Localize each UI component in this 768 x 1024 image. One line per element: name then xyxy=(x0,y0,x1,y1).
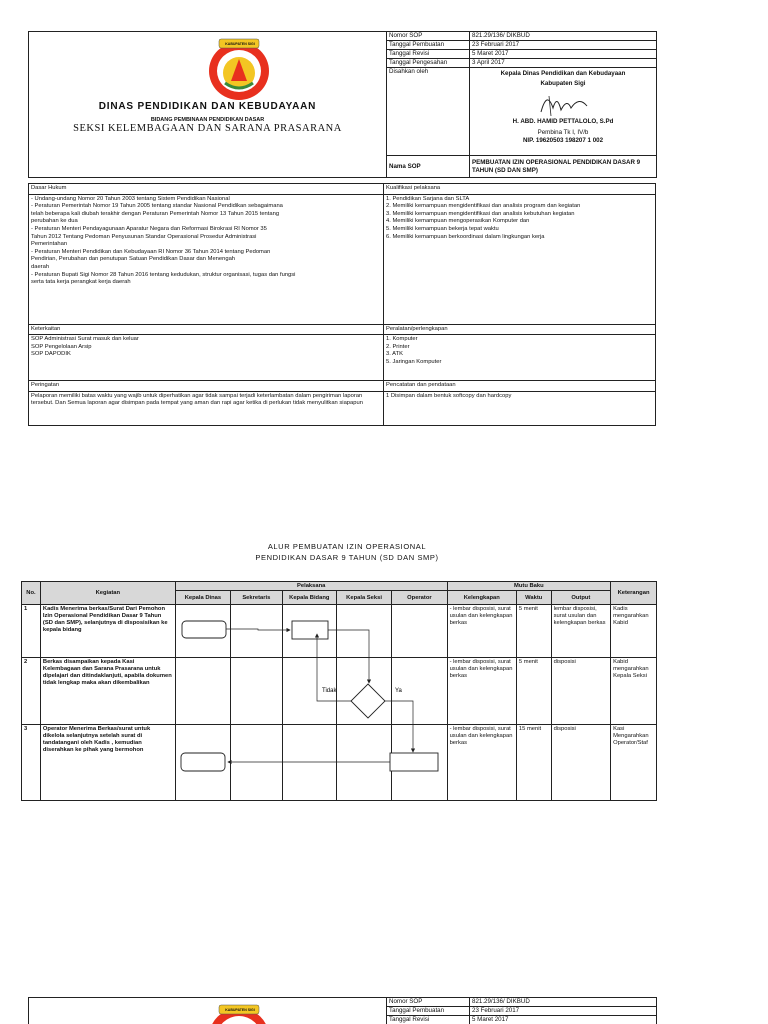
approver-title: Kepala Dinas Pendidikan dan Kebudayaan xyxy=(500,70,626,77)
col-no: No. xyxy=(22,582,41,605)
meta-label: Nomor SOP xyxy=(387,32,470,41)
division-title: BIDANG PEMBINAAN PENDIDIKAN DASAR xyxy=(150,117,265,123)
approver-rank: Pembina Tk I, IV/b xyxy=(537,129,589,136)
row-waktu: 5 menit xyxy=(516,658,551,725)
sop-name: PEMBUATAN IZIN OPERASIONAL PENDIDIKAN DASAR 9 TAHUN (SD DAN SMP) xyxy=(470,156,657,178)
row-output: disposisi xyxy=(551,725,610,801)
approver-name: H. ABD. HAMID PETTALOLO, S.Pd xyxy=(512,118,614,125)
row-kegiatan: Operator Menerima Berkas/surat untuk dikelola selanjutnya setelah surat di tandatangani oleh Kadis , kemudian diserahkan ke pihak yang bermohon xyxy=(40,725,175,801)
start-terminator xyxy=(182,621,226,638)
peralatan-label: Peralatan/perlengkapan xyxy=(384,324,656,335)
header-left-panel xyxy=(29,998,387,1024)
meta-label: Tanggal Revisi xyxy=(387,1016,470,1024)
process-box-kabid xyxy=(292,621,328,639)
col-actor: Kepala Dinas xyxy=(175,591,230,605)
peralatan-content: 1. Komputer 2. Printer 3. ATK 5. Jaringan Komputer xyxy=(384,335,656,381)
meta-value: 23 Februari 2017 xyxy=(470,1007,657,1016)
meta-value: 3 April 2017 xyxy=(470,59,657,68)
meta-value: 821.29/136/ DIKBUD xyxy=(470,32,657,41)
flow-title-line2: PENDIDIKAN DASAR 9 TAHUN (SD DAN SMP) xyxy=(255,553,439,562)
meta-value: 5 Maret 2017 xyxy=(470,50,657,59)
flow-title-line1: ALUR PEMBUATAN IZIN OPERASIONAL xyxy=(267,542,427,551)
flow-arrow xyxy=(226,629,290,630)
col-actor: Operator xyxy=(392,591,447,605)
row-output: lembar disposisi, surat usulan dan kelengkapan berkas xyxy=(551,605,610,658)
agency-title: DINAS PENDIDIKAN DAN KEBUDAYAAN xyxy=(98,101,317,112)
next-page-header xyxy=(28,997,657,1024)
dasar-hukum-label: Dasar Hukum xyxy=(29,184,384,195)
col-keterangan: Keterangan xyxy=(611,582,657,605)
row-waktu: 15 menit xyxy=(516,725,551,801)
col-pelaksana: Pelaksana xyxy=(175,582,447,591)
row-kelengkapan: - lembar disposisi, surat usulan dan kelengkapan berkas xyxy=(447,605,516,658)
pencatatan-label: Pencatatan dan pendataan xyxy=(384,381,656,392)
logo-caption: KABUPATEN SIGI xyxy=(225,1008,255,1012)
approver-nip: NIP. 19620503 198207 1 002 xyxy=(522,137,604,144)
row-no: 2 xyxy=(22,658,41,725)
label-tidak: Tidak xyxy=(322,688,337,694)
approved-label: Disahkan oleh xyxy=(387,68,470,156)
row-keterangan: Kasi Mengarahkan Operator/Staf xyxy=(611,725,657,801)
meta-label: Nomor SOP xyxy=(387,998,470,1007)
meta-label: Tanggal Revisi xyxy=(387,50,470,59)
col-actor: Kepala Seksi xyxy=(336,591,391,605)
flow-arrow xyxy=(385,701,413,752)
col-mutu: Output xyxy=(551,591,610,605)
kualifikasi-label: Kualifikasi pelaksana xyxy=(384,184,656,195)
row-no: 1 xyxy=(22,605,41,658)
row-no: 3 xyxy=(22,725,41,801)
sop-name-label: Nama SOP xyxy=(387,156,470,178)
meta-value: 23 Februari 2017 xyxy=(470,41,657,50)
row-waktu: 5 menit xyxy=(516,605,551,658)
meta-label: Tanggal Pembuatan xyxy=(387,41,470,50)
row-keterangan: Kabid mengarahkan Kepala Seksi xyxy=(611,658,657,725)
row-keterangan: Kadis mengarahkan Kabid xyxy=(611,605,657,658)
header-table xyxy=(28,997,657,1024)
keterkaitan-content: SOP Administrasi Surat masuk dan keluar SOP Pengelolaan Arsip SOP DAPODIK xyxy=(29,335,384,381)
approver-region: Kabupaten Sigi xyxy=(540,80,586,87)
meta-value: 821.29/136/ DIKBUD xyxy=(470,998,657,1007)
meta-label: Tanggal Pengesahan xyxy=(387,59,470,68)
row-output: disposisi xyxy=(551,658,610,725)
col-mutu-baku: Mutu Baku xyxy=(447,582,611,591)
col-mutu: Kelengkapan xyxy=(447,591,516,605)
logo-caption: KABUPATEN SIGI xyxy=(225,42,255,46)
dasar-hukum-content: - Undang-undang Nomor 20 Tahun 2003 tentang Sistem Pendidikan Nasional - Peraturan Pemerintah Nomor 19 Tahun 2005 tentang standar Nasional Pendidikan sebagaimana telah beberapa kali diubah terakhir dengan Peraturan Pemerintah Nomor 13 Tahun 2015 tentang perubahan ke dua - Peraturan Menteri Pendayagunaan Aparatur Negara dan Reformasi Birokrasi RI Nomor 35 Tahun 2012 Tentang Pedoman Penyusunan Standar Operasional Prosedur Administrasi Pemerintahan - Peraturan Menteri Pendidikan dan Kebudayaan RI Nomor 36 Tahun 2014 tentang Pedoman Pendirian, Perubahan dan penutupan Satuan Pendidikan Dasar dan Menengah daerah - Peraturan Bupati Sigi Nomor 28 Tahun 2016 tentang kedudukan, struktur organisasi, tugas dan fungsi serta tata kerja perangkat kerja daerah xyxy=(29,194,384,324)
meta-label: Tanggal Pembuatan xyxy=(387,1007,470,1016)
pencatatan-content: 1 Disimpan dalam bentuk softcopy dan hardcopy xyxy=(384,391,656,425)
meta-value: 5 Maret 2017 xyxy=(470,1016,657,1024)
col-actor: Sekretaris xyxy=(231,591,283,605)
flow-arrow xyxy=(328,630,369,683)
col-actor: Kepala Bidang xyxy=(282,591,336,605)
kualifikasi-content: 1. Pendidikan Sarjana dan SLTA 2. Memiliki kemampuan mengidentifikasi dan analisis program dan kegiatan 3. Memiliki kemampuan mengidentifikasi dan analisis kebutuhan kegiatan 4. Memiliki kemampuan mengoperasikan Komputer dan 5. Memiliki kemampuan bekerja tepat waktu 6. Memiliki kemampuan berkoordinasi dalam lingkungan kerja xyxy=(384,194,656,324)
end-terminator xyxy=(181,753,225,771)
section-title: SEKSI KELEMBAGAAN DAN SARANA PRASARANA xyxy=(73,123,342,134)
process-box-operator xyxy=(390,753,438,771)
decision-diamond xyxy=(351,684,385,718)
row-kegiatan: Berkas disampaikan kepada Kasi Kelembagaan dan Sarana Prasarana untuk dipelajari dan ditindaklanjuti, apabila dokumen tidak lengkap maka akan dikembalikan xyxy=(40,658,175,725)
row-kelengkapan: - lembar disposisi, surat usulan dan kelengkapan berkas xyxy=(447,725,516,801)
label-ya: Ya xyxy=(395,688,402,694)
col-mutu: Waktu xyxy=(516,591,551,605)
row-kelengkapan: - lembar disposisi, surat usulan dan kelengkapan berkas xyxy=(447,658,516,725)
peringatan-label: Peringatan xyxy=(29,381,384,392)
row-kegiatan: Kadis Menerima berkas/Surat Dari Pemohon Izin Operasional Pendidikan Dasar 9 Tahun (SD dan SMP), selanjutnya di disposisikan ke kepala bidang xyxy=(40,605,175,658)
keterkaitan-label: Keterkaitan xyxy=(29,324,384,335)
col-kegiatan: Kegiatan xyxy=(40,582,175,605)
peringatan-content: Pelaporan memiliki batas waktu yang wajib untuk diperhatikan agar tidak sampai terjadi keterlambatan dalam pengiriman laporan tersebut. Dan Semua laporan agar disimpan pada tempat yang aman dan rapi agar ketika di perlukan tidak menyulitkan siapapun xyxy=(29,391,384,425)
